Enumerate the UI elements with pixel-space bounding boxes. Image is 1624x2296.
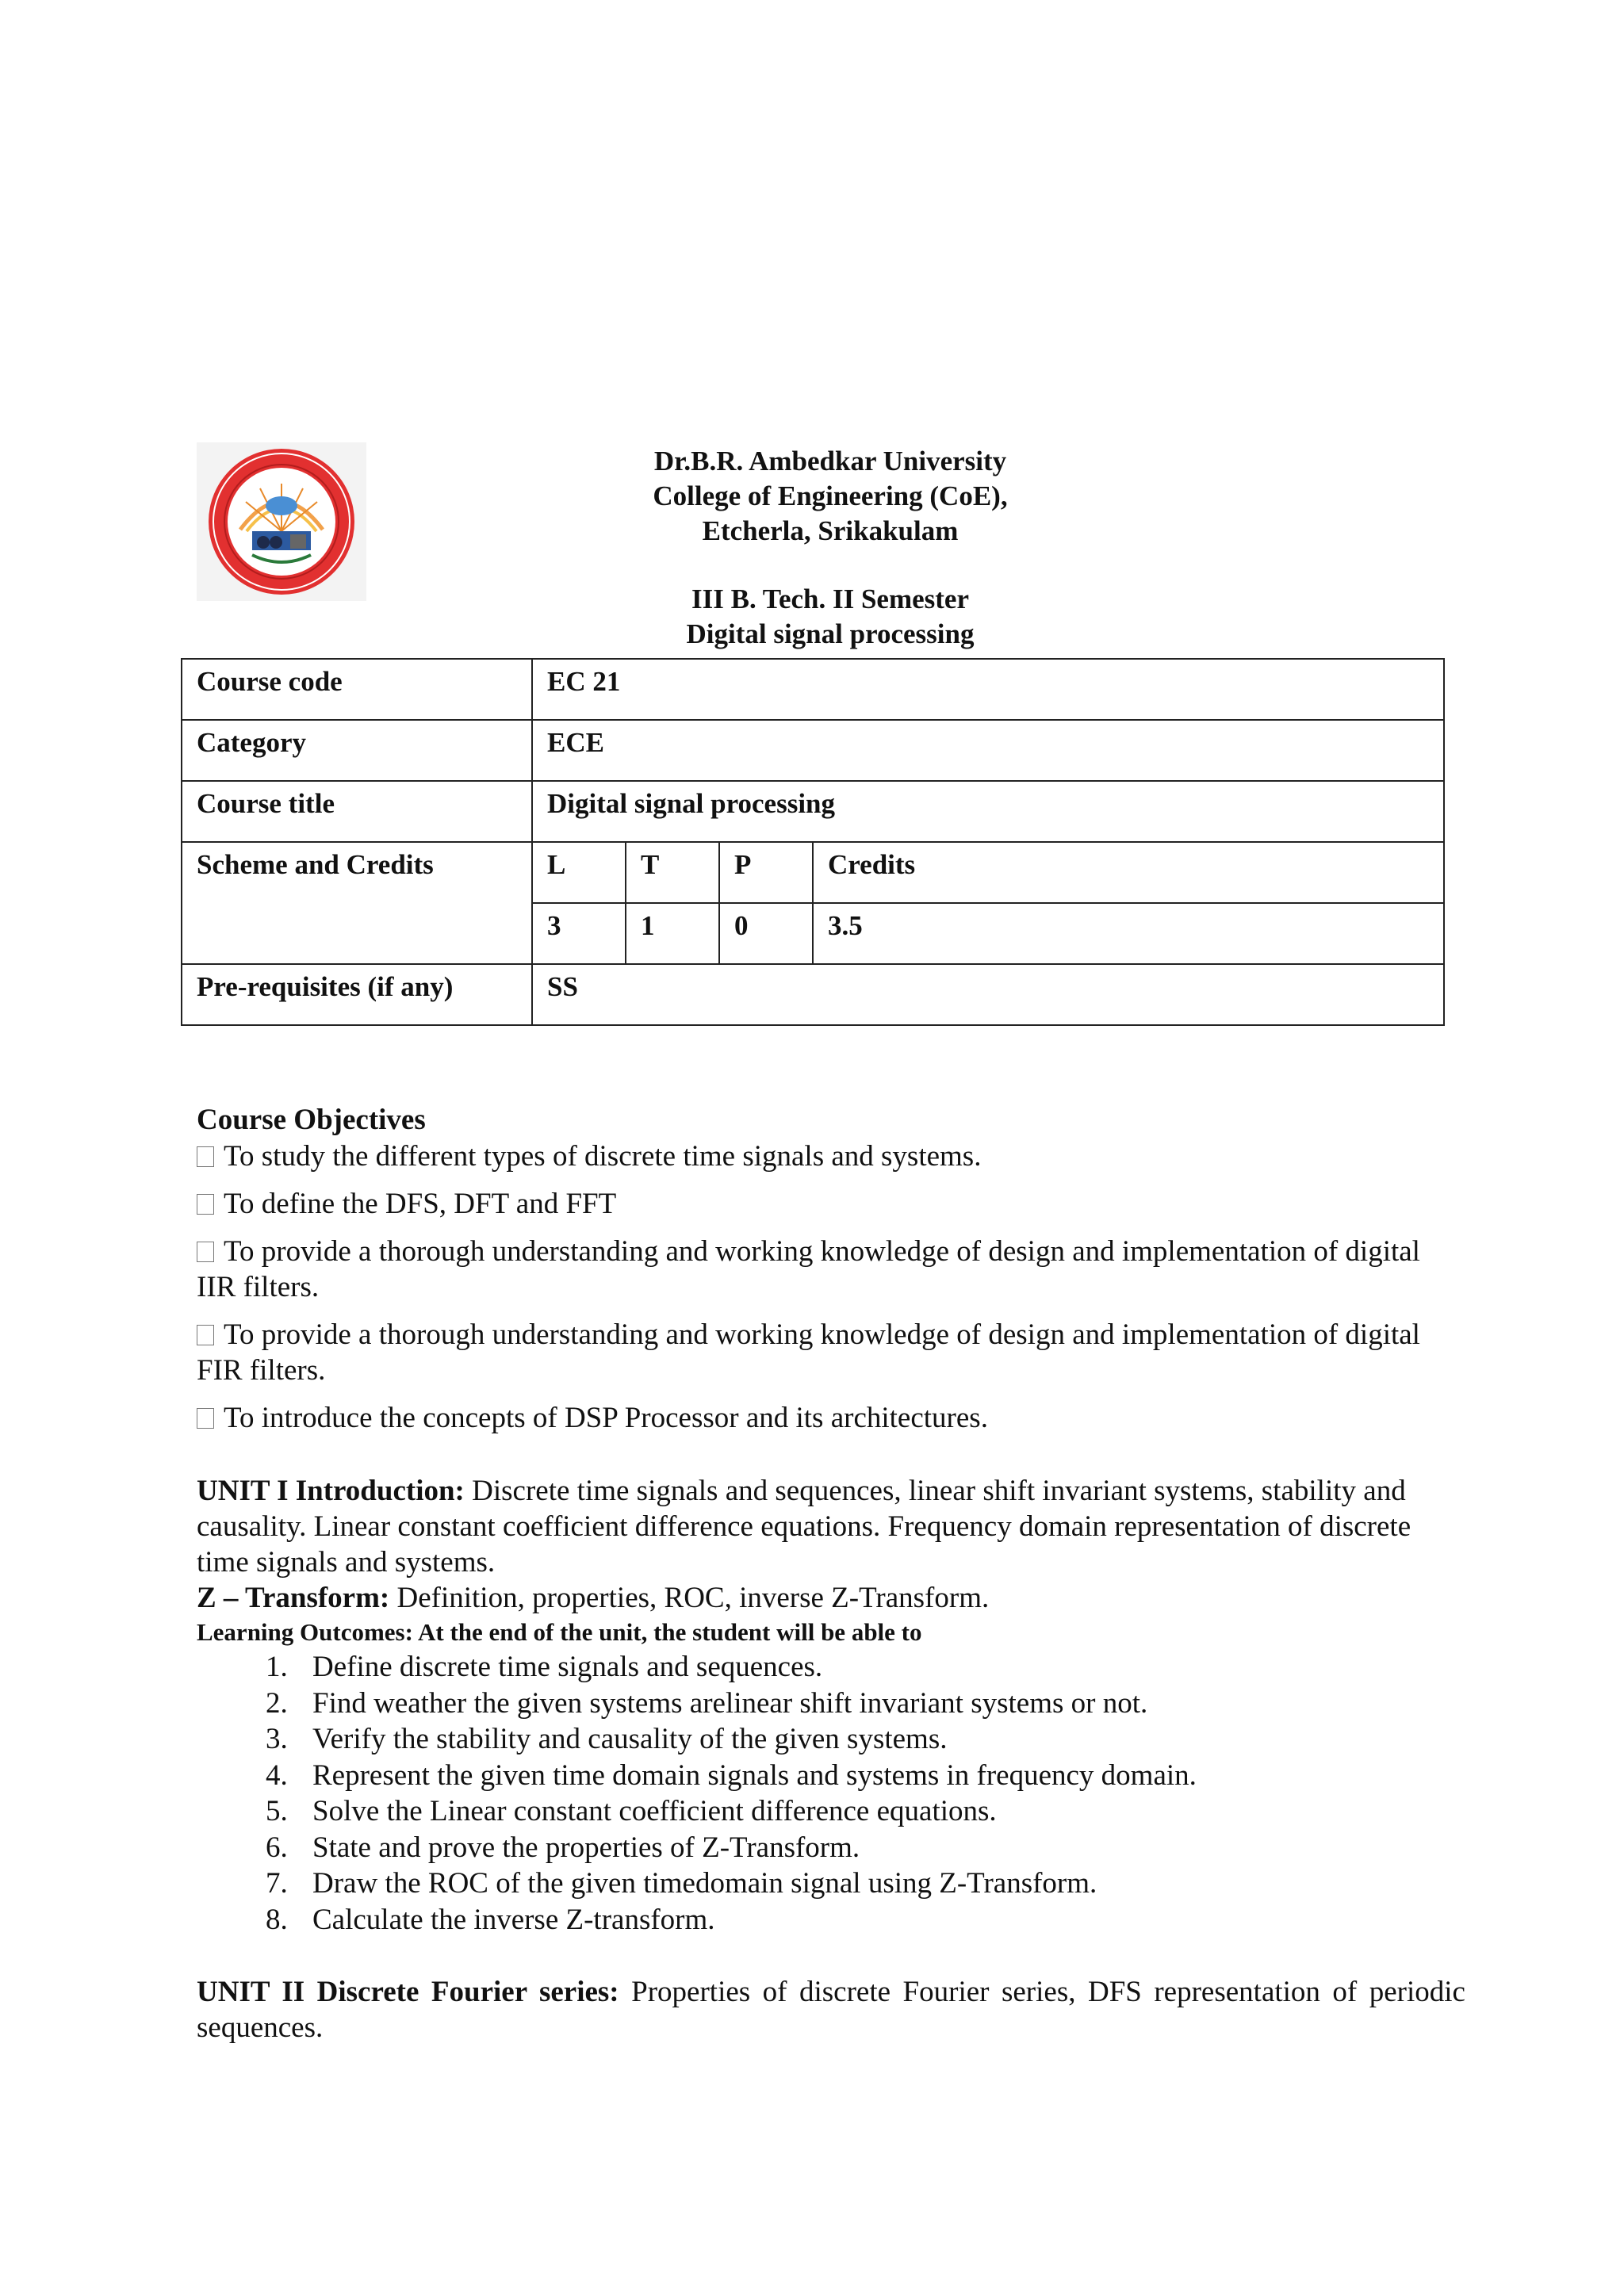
list-item (197, 1400, 1465, 1436)
unit-1-section (197, 1473, 1465, 1938)
list-item: 4. Represent the given time domain signals and systems in frequency domain. (295, 1758, 1465, 1794)
course-code-label: Course code (182, 659, 532, 720)
list-item: 1. Define discrete time signals and sequences. (295, 1649, 1465, 1686)
objective-text: To define the DFS, DFT and FFT (224, 1188, 617, 1220)
course-code-value: EC 21 (532, 659, 1444, 720)
objective-text: To study the different types of discrete time signals and systems. (224, 1140, 982, 1173)
scheme-value-credits: 3.5 (813, 903, 1444, 964)
z-transform-paragraph (197, 1580, 1465, 1616)
table-row (182, 781, 1444, 842)
scheme-header-t: T (626, 842, 719, 903)
list-item: 6. State and prove the properties of Z-Transform. (295, 1830, 1465, 1866)
unit-1-text: Discrete time signals and sequences, linear shift invariant systems, stability and causality. Linear constant coefficient difference equations. Frequency domain representation of discrete time signals and systems. (197, 1475, 1411, 1578)
list-item: 5. Solve the Linear constant coefficient difference equations. (295, 1793, 1465, 1830)
list-item: 2. Find weather the given systems arelinear shift invariant systems or not. (295, 1686, 1465, 1722)
objective-text: To provide a thorough understanding and working knowledge of design and implementation of digital IIR filters. (197, 1235, 1420, 1303)
course-details-table (181, 658, 1445, 1026)
table-row (182, 720, 1444, 781)
objective-text: To provide a thorough understanding and working knowledge of design and implementation of digital FIR filters. (197, 1318, 1420, 1387)
table-row (182, 659, 1444, 720)
scheme-header-credits: Credits (813, 842, 1444, 903)
unit-2-text: Properties of discrete Fourier series, DFS representation of periodic sequences. (197, 1976, 1465, 2044)
list-item: 8. Calculate the inverse Z-transform. (295, 1902, 1465, 1938)
university-name: Dr.B.R. Ambedkar University (653, 446, 1007, 476)
college-location: Etcherla, Srikakulam (702, 515, 959, 546)
semester-label: III B. Tech. II Semester (691, 584, 970, 614)
bullet-box-icon (197, 1146, 214, 1167)
list-item (197, 1138, 1465, 1174)
learning-outcomes-list (197, 1649, 1465, 1938)
bullet-box-icon (197, 1242, 214, 1262)
college-name: College of Engineering (CoE), (653, 480, 1008, 511)
unit-1-heading: UNIT I Introduction: (197, 1475, 465, 1507)
list-item (197, 1234, 1465, 1305)
scheme-header-l: L (532, 842, 626, 903)
institution-header (555, 444, 1105, 549)
list-item (197, 1317, 1465, 1388)
subject-title: Digital signal processing (686, 618, 975, 649)
unit-1-paragraph (197, 1473, 1465, 1580)
table-row (182, 964, 1444, 1025)
scheme-value-t: 1 (626, 903, 719, 964)
list-item (197, 1186, 1465, 1222)
category-label: Category (182, 720, 532, 781)
z-transform-heading: Z – Transform: (197, 1582, 390, 1614)
scheme-value-p: 0 (719, 903, 813, 964)
list-item: 3. Verify the stability and causality of the given systems. (295, 1721, 1465, 1758)
scheme-header-p: P (719, 842, 813, 903)
bullet-box-icon (197, 1194, 214, 1215)
category-value: ECE (532, 720, 1444, 781)
list-item: 7. Draw the ROC of the given timedomain signal using Z-Transform. (295, 1866, 1465, 1902)
prereq-value: SS (532, 964, 1444, 1025)
objectives-title: Course Objectives (197, 1104, 426, 1136)
scheme-label: Scheme and Credits (182, 842, 532, 964)
learning-outcomes-heading: Learning Outcomes: At the end of the unit, the student will be able to (197, 1618, 922, 1646)
objective-text: To introduce the concepts of DSP Processor and its architectures. (224, 1402, 988, 1434)
z-transform-text: Definition, properties, ROC, inverse Z-Transform. (389, 1582, 990, 1614)
university-seal-icon (197, 442, 366, 601)
objectives-list (197, 1138, 1465, 1448)
course-title-label: Course title (182, 781, 532, 842)
course-header (555, 582, 1105, 652)
bullet-box-icon (197, 1325, 214, 1345)
course-title-value: Digital signal processing (532, 781, 1444, 842)
scheme-value-l: 3 (532, 903, 626, 964)
bullet-box-icon (197, 1408, 214, 1429)
table-row (182, 842, 1444, 903)
unit-2-heading: UNIT II Discrete Fourier series: (197, 1976, 619, 2008)
university-logo (197, 442, 366, 601)
unit-2-section (197, 1974, 1465, 2045)
prereq-label: Pre-requisites (if any) (182, 964, 532, 1025)
